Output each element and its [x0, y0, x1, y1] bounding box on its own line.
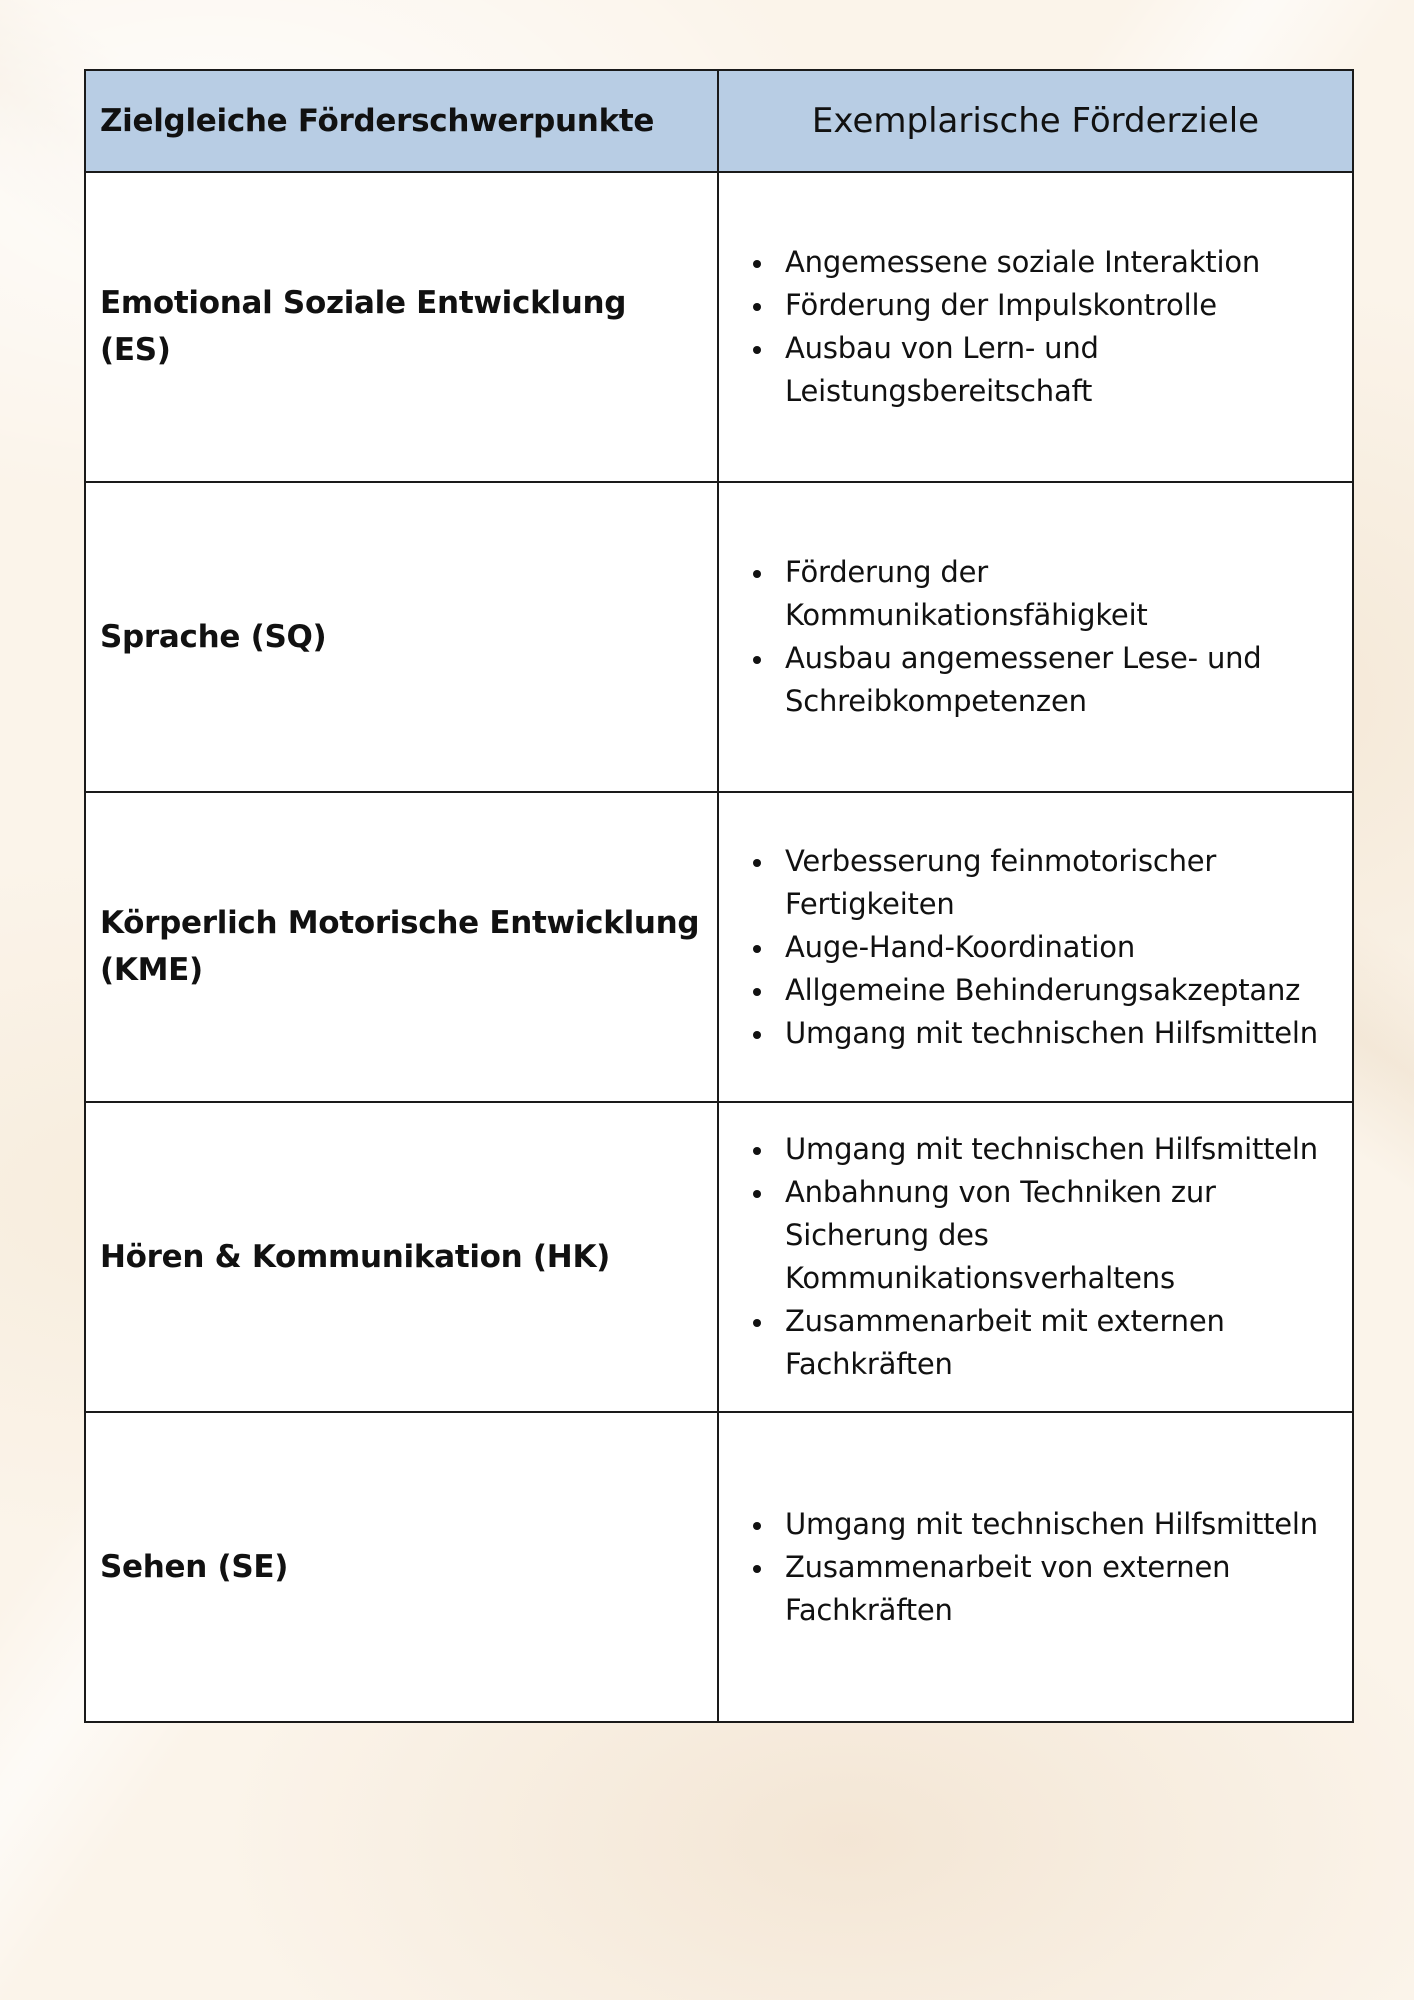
- goals-cell: [718, 1412, 1353, 1722]
- goals-cell: [718, 792, 1353, 1102]
- goal-item: Zusammenarbeit mit externen Fachkräften: [749, 1300, 1334, 1386]
- table-row: [85, 792, 1353, 1102]
- goals-list: [749, 840, 1334, 1055]
- goal-item: Ausbau von Lern- und Leistungsbereitschaft: [749, 327, 1334, 413]
- table-row: [85, 1412, 1353, 1722]
- area-cell: Hören & Kommunikation (HK): [85, 1102, 718, 1412]
- goal-item: Umgang mit technischen Hilfsmitteln: [749, 1128, 1334, 1171]
- header-foerderschwerpunkte: Zielgleiche Förderschwerpunkte: [85, 70, 718, 172]
- goals-cell: [718, 172, 1353, 482]
- goal-item: Förderung der Impulskontrolle: [749, 284, 1334, 327]
- table-header-row: [85, 70, 1353, 172]
- goal-item: Zusammenarbeit von externen Fachkräften: [749, 1546, 1334, 1632]
- goals-list: [749, 551, 1334, 723]
- goal-item: Förderung der Kommunikationsfähigkeit: [749, 551, 1334, 637]
- table-row: [85, 172, 1353, 482]
- area-cell: Sprache (SQ): [85, 482, 718, 792]
- goal-item: Auge-Hand-Koordination: [749, 926, 1334, 969]
- goal-item: Ausbau angemessener Lese- und Schreibkompetenzen: [749, 637, 1334, 723]
- area-cell: Sehen (SE): [85, 1412, 718, 1722]
- goal-item: Anbahnung von Techniken zur Sicherung des Kommunikationsverhaltens: [749, 1171, 1334, 1300]
- goals-cell: [718, 1102, 1353, 1412]
- area-cell: Körperlich Motorische Entwicklung (KME): [85, 792, 718, 1102]
- goal-item: Umgang mit technischen Hilfsmitteln: [749, 1012, 1334, 1055]
- area-cell: Emotional Soziale Entwicklung (ES): [85, 172, 718, 482]
- goals-list: [749, 1128, 1334, 1386]
- table-row: [85, 482, 1353, 792]
- goal-item: Verbesserung feinmotorischer Fertigkeiten: [749, 840, 1334, 926]
- goals-cell: [718, 482, 1353, 792]
- table-row: [85, 1102, 1353, 1412]
- goal-item: Angemessene soziale Interaktion: [749, 241, 1334, 284]
- header-foerderziele: Exemplarische Förderziele: [718, 70, 1353, 172]
- goal-item: Umgang mit technischen Hilfsmitteln: [749, 1503, 1334, 1546]
- goals-list: [749, 1503, 1334, 1632]
- foerderschwerpunkte-table: [84, 69, 1354, 1723]
- goals-list: [749, 241, 1334, 413]
- goal-item: Allgemeine Behinderungsakzeptanz: [749, 969, 1334, 1012]
